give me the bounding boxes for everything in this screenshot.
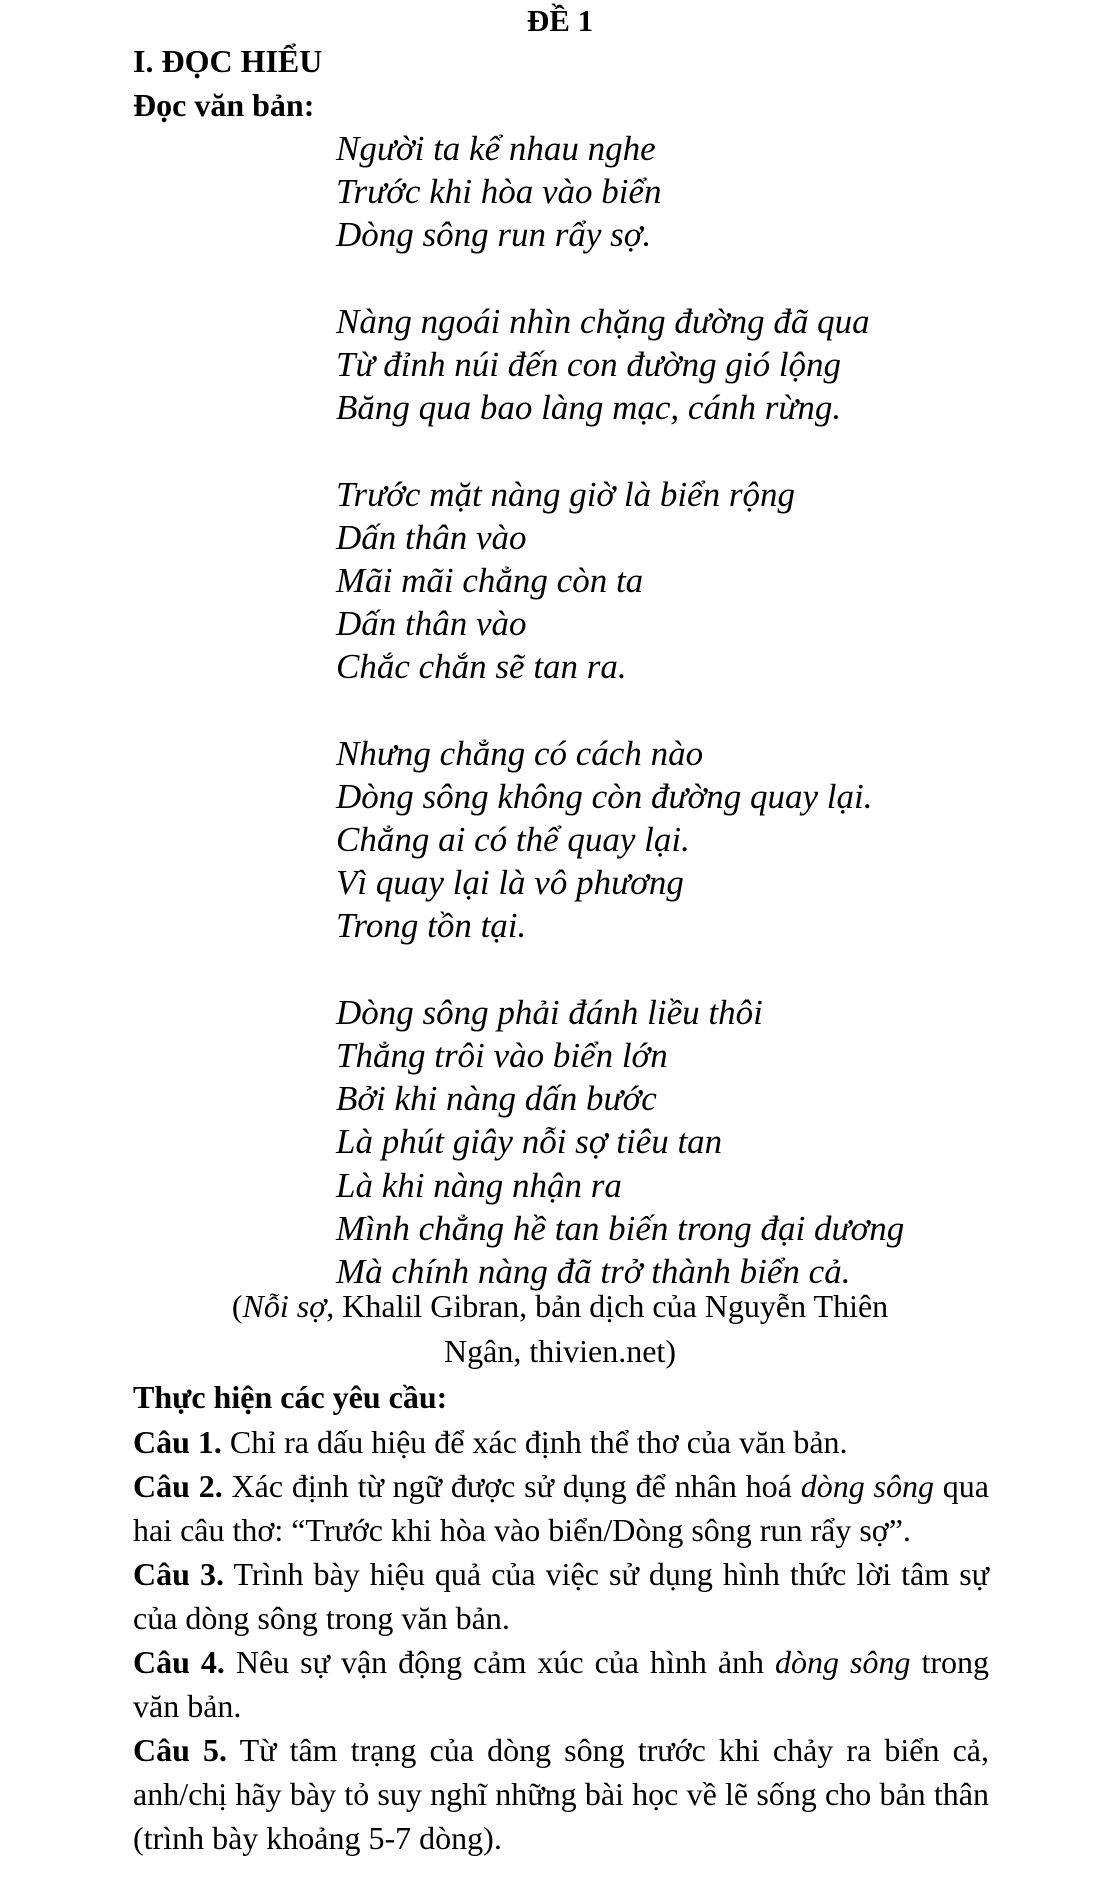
question-label: Câu 3. (133, 1556, 224, 1592)
section-heading: I. ĐỌC HIỂU (133, 43, 323, 79)
poem-line: Chắc chắn sẽ tan ra. (336, 647, 627, 687)
question-text: trong văn bản. (133, 1644, 990, 1724)
tasks-title: Thực hiện các yêu cầu: (133, 1379, 448, 1415)
source-rest: , Khalil Gibran, bản dịch của Nguyễn Thiên (326, 1288, 889, 1324)
poem-line: Dòng sông không còn đường quay lại. (336, 776, 873, 816)
question-emphasis: dòng sông (775, 1644, 911, 1680)
poem-line: Từ đỉnh núi đến con đường gió lộng (336, 344, 842, 384)
question-label: Câu 4. (133, 1644, 225, 1680)
question-item (133, 1640, 989, 1728)
stanza-gap (336, 429, 904, 472)
poem-line: Trong tồn tại. (336, 906, 527, 946)
poem (336, 127, 904, 1293)
poem-line: Mãi mãi chẳng còn ta (336, 560, 644, 600)
poem-line: Dòng sông phải đánh liều thôi (336, 992, 763, 1032)
poem-line: Người ta kể nhau nghe (336, 129, 656, 168)
question-item (133, 1552, 989, 1640)
question-item (133, 1464, 989, 1552)
poem-line: Dấn thân vào (336, 517, 527, 557)
poem-line: Vì quay lại là vô phương (336, 863, 684, 903)
question-emphasis: dòng sông (800, 1468, 934, 1504)
exam-title: ĐỀ 1 (526, 3, 594, 38)
poem-line: Trước mặt nàng giờ là biển rộng (336, 474, 795, 514)
poem-line: Băng qua bao làng mạc, cánh rừng. (336, 388, 842, 428)
read-label: Đọc văn bản: (133, 87, 315, 123)
source-work-title: Nỗi sợ (242, 1288, 327, 1324)
stanza-gap (336, 257, 904, 300)
question-list (133, 1420, 989, 1860)
question-item (133, 1728, 989, 1860)
poem-source (160, 1284, 960, 1374)
stanza-gap (336, 688, 904, 731)
question-text: Chỉ ra dấu hiệu để xác định thể thơ của văn bản. (221, 1424, 848, 1460)
poem-line: Thẳng trôi vào biển lớn (336, 1035, 668, 1075)
question-text: Trình bày hiệu quả của việc sử dụng hình thức lời tâm sự của dòng sông trong văn bản. (133, 1556, 990, 1636)
poem-line: Mà chính nàng đã trở thành biển cả. (336, 1251, 851, 1291)
poem-line: Là khi nàng nhận ra (336, 1165, 622, 1205)
question-label: Câu 5. (133, 1732, 228, 1768)
question-item (133, 1420, 989, 1464)
question-text: Xác định từ ngữ được sử dụng để nhân hoá (222, 1468, 801, 1504)
question-text: Từ tâm trạng của dòng sông trước khi chảy ra biển cả, anh/chị hãy bày tỏ suy nghĩ những bài học về lẽ sống cho bản thân (trình bày khoảng 5-7 dòng). (133, 1732, 990, 1856)
poem-line: Nhưng chẳng có cách nào (336, 733, 704, 773)
poem-line: Dòng sông run rẩy sợ. (336, 215, 652, 255)
question-text: qua hai câu thơ: “Trước khi hòa vào biển/Dòng sông run rẩy sợ”. (133, 1468, 990, 1548)
poem-line: Dấn thân vào (336, 604, 527, 644)
poem-line: Nàng ngoái nhìn chặng đường đã qua (336, 301, 870, 341)
poem-line: Chẳng ai có thể quay lại. (336, 820, 690, 859)
stanza-gap (336, 948, 904, 991)
poem-line: Là phút giây nỗi sợ tiêu tan (336, 1122, 723, 1162)
question-label: Câu 1. (133, 1424, 222, 1460)
poem-line: Bởi khi nàng dấn bước (336, 1079, 657, 1119)
question-label: Câu 2. (133, 1468, 223, 1504)
source-line-2: Ngân, thivien.net) (444, 1333, 676, 1369)
source-open-paren: ( (231, 1288, 243, 1324)
poem-line: Mình chẳng hề tan biến trong đại dương (336, 1208, 905, 1248)
question-text: Nêu sự vận động cảm xúc của hình ảnh (224, 1644, 776, 1680)
poem-line: Trước khi hòa vào biển (336, 172, 662, 212)
